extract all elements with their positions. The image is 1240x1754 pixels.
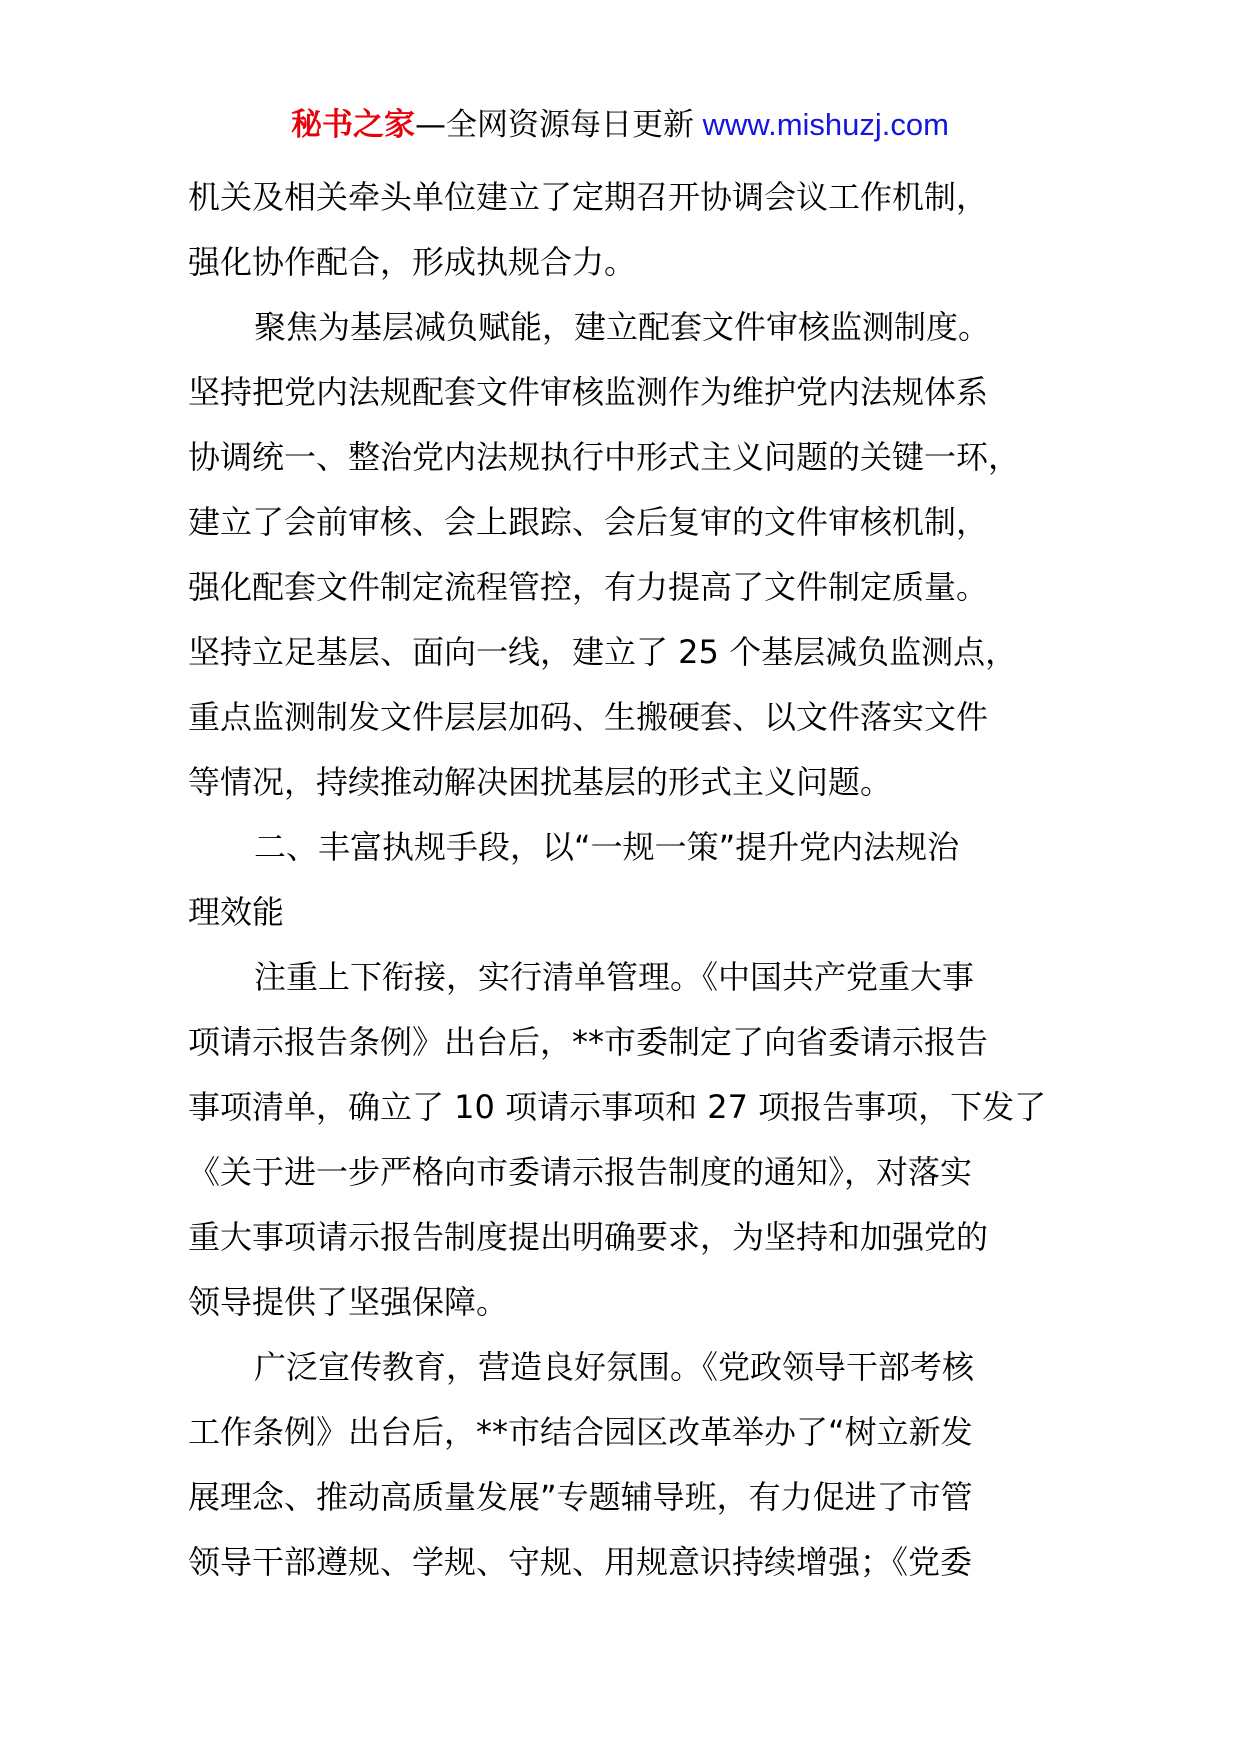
- paragraph-line: 强化协作配合，形成执规合力。: [188, 243, 637, 281]
- paragraph-line: 事项清单，确立了 10 项请示事项和 27 项报告事项，下发了: [188, 1088, 1047, 1126]
- paragraph-line: 协调统一、整治党内法规执行中形式主义问题的关键一环，: [188, 438, 1021, 476]
- paragraph-line: 坚持把党内法规配套文件审核监测作为维护党内法规体系: [188, 373, 989, 411]
- header-url-link[interactable]: www.mishuzj.com: [694, 107, 949, 142]
- paragraph-line: 《关于进一步严格向市委请示报告制度的通知》，对落实: [188, 1153, 973, 1191]
- document-body: [188, 165, 1068, 1595]
- paragraph-line: 重点监测制发文件层层加码、生搬硬套、以文件落实文件: [188, 698, 989, 736]
- paragraph-line: 强化配套文件制定流程管控，有力提高了文件制定质量。: [188, 568, 989, 606]
- paragraph-line: 坚持立足基层、面向一线，建立了 25 个基层减负监测点，: [188, 633, 1018, 671]
- paragraph-line: 项请示报告条例》出台后，**市委制定了向省委请示报告: [188, 1023, 989, 1061]
- paragraph-line: 领导干部遵规、学规、守规、用规意识持续增强；《党委: [188, 1543, 973, 1581]
- paragraph-line: 工作条例》出台后，**市结合园区改革举办了“树立新发: [188, 1413, 973, 1451]
- paragraph-line: 机关及相关牵头单位建立了定期召开协调会议工作机制，: [188, 178, 989, 216]
- paragraph-first-line: 注重上下衔接，实行清单管理。《中国共产党重大事: [254, 958, 975, 996]
- paragraph-first-line: 聚焦为基层减负赋能，建立配套文件审核监测制度。: [254, 308, 991, 346]
- paragraph-line: 理效能: [188, 893, 285, 931]
- paragraph-line: 领导提供了坚强保障。: [188, 1283, 509, 1321]
- header-brand: 秘书之家: [291, 107, 416, 143]
- paragraph-line: 展理念、推动高质量发展”专题辅导班，有力促进了市管: [188, 1478, 973, 1516]
- paragraph-first-line: 广泛宣传教育，营造良好氛围。《党政领导干部考核: [254, 1348, 975, 1386]
- paragraph-line: 重大事项请示报告制度提出明确要求，为坚持和加强党的: [188, 1218, 989, 1256]
- paragraph-first-line: 二、丰富执规手段，以“一规一策”提升党内法规治: [254, 828, 960, 866]
- paragraph-line: 建立了会前审核、会上跟踪、会后复审的文件审核机制，: [188, 503, 989, 541]
- header-tagline: —全网资源每日更新: [415, 107, 695, 143]
- page-header: [0, 103, 1240, 147]
- paragraph-line: 等情况，持续推动解决困扰基层的形式主义问题。: [188, 763, 893, 801]
